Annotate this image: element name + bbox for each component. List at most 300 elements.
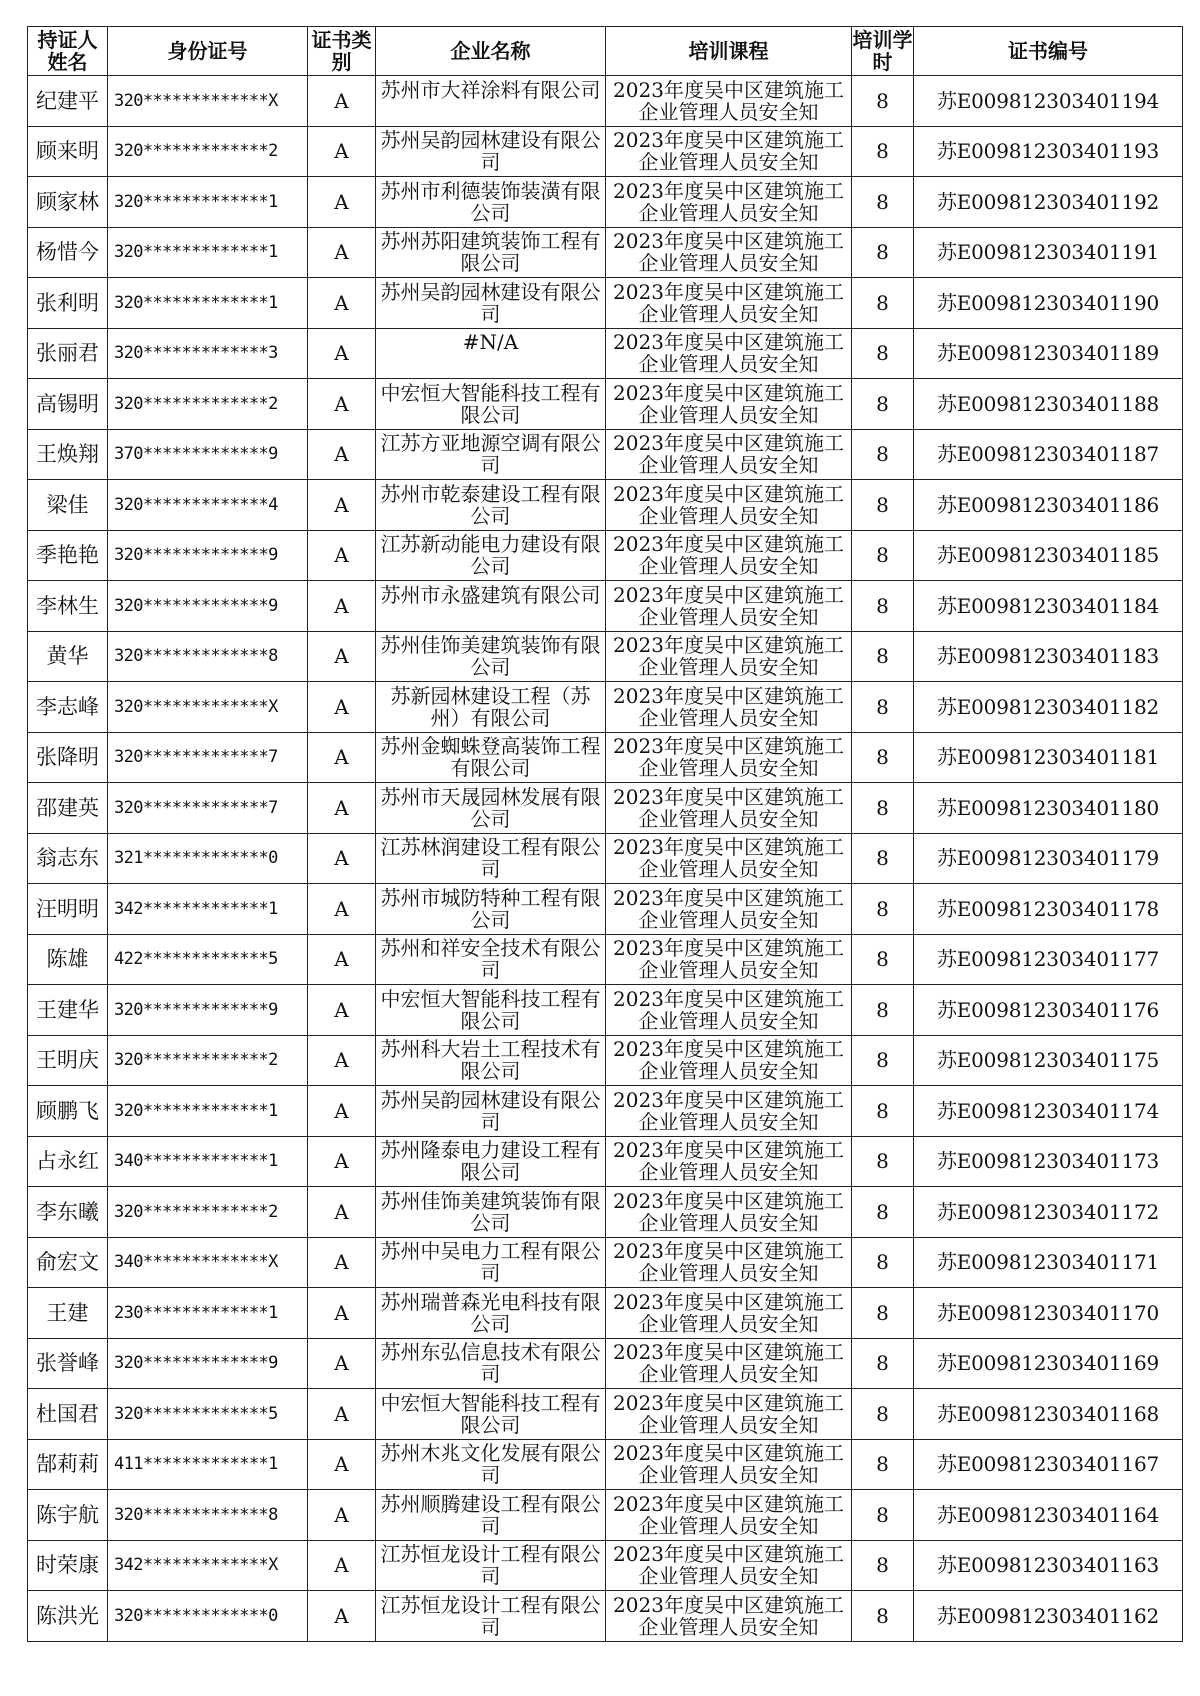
course-cell bbox=[606, 126, 852, 177]
company-name-cell-text: 中宏恒大智能科技工程有限公司 bbox=[380, 987, 601, 1032]
id-number-cell: 320*************0 bbox=[108, 1591, 308, 1642]
training-hours-cell: 8 bbox=[852, 1439, 914, 1490]
course-cell-text: 2023年度吴中区建筑施工企业管理人员安全知 bbox=[613, 735, 844, 780]
header-type: 证书类别 bbox=[308, 27, 376, 76]
certificate-type-cell: A bbox=[308, 126, 376, 177]
id-number-cell: 320*************1 bbox=[108, 177, 308, 228]
id-number-cell: 320*************3 bbox=[108, 328, 308, 379]
table-row bbox=[28, 1389, 1183, 1440]
training-hours-cell: 8 bbox=[852, 1288, 914, 1339]
training-hours-cell: 8 bbox=[852, 884, 914, 935]
course-cell bbox=[606, 934, 852, 985]
certificate-type-cell: A bbox=[308, 429, 376, 480]
company-name-cell bbox=[376, 1288, 606, 1339]
table-row bbox=[28, 985, 1183, 1036]
course-cell-text: 2023年度吴中区建筑施工企业管理人员安全知 bbox=[613, 482, 844, 527]
course-cell-text: 2023年度吴中区建筑施工企业管理人员安全知 bbox=[613, 533, 844, 578]
company-name-cell-text: 苏州苏阳建筑装饰工程有限公司 bbox=[380, 230, 601, 275]
certificate-type-cell: A bbox=[308, 379, 376, 430]
training-hours-cell: 8 bbox=[852, 581, 914, 632]
table-row bbox=[28, 1439, 1183, 1490]
certificate-number-cell: 苏E009812303401171 bbox=[914, 1237, 1183, 1288]
name-cell: 高锡明 bbox=[28, 379, 108, 430]
name-cell: 李林生 bbox=[28, 581, 108, 632]
company-name-cell-text: 江苏新动能电力建设有限公司 bbox=[380, 533, 601, 578]
training-hours-cell: 8 bbox=[852, 278, 914, 329]
company-name-cell-text: 中宏恒大智能科技工程有限公司 bbox=[380, 381, 601, 426]
certificate-number-cell: 苏E009812303401184 bbox=[914, 581, 1183, 632]
id-number-cell: 320*************1 bbox=[108, 278, 308, 329]
company-name-cell bbox=[376, 934, 606, 985]
certificate-type-cell: A bbox=[308, 1187, 376, 1238]
course-cell-text: 2023年度吴中区建筑施工企业管理人员安全知 bbox=[613, 886, 844, 931]
course-cell bbox=[606, 581, 852, 632]
certificate-number-cell: 苏E009812303401175 bbox=[914, 1035, 1183, 1086]
certificate-number-cell: 苏E009812303401173 bbox=[914, 1136, 1183, 1187]
course-cell bbox=[606, 732, 852, 783]
certificate-number-cell: 苏E009812303401170 bbox=[914, 1288, 1183, 1339]
course-cell bbox=[606, 884, 852, 935]
id-number-cell: 422*************5 bbox=[108, 934, 308, 985]
course-cell bbox=[606, 1237, 852, 1288]
course-cell-text: 2023年度吴中区建筑施工企业管理人员安全知 bbox=[613, 381, 844, 426]
certificate-number-cell: 苏E009812303401179 bbox=[914, 833, 1183, 884]
name-cell: 占永红 bbox=[28, 1136, 108, 1187]
company-name-cell-text: 苏州市乾泰建设工程有限公司 bbox=[380, 482, 601, 527]
name-cell: 张降明 bbox=[28, 732, 108, 783]
training-hours-cell: 8 bbox=[852, 480, 914, 531]
course-cell bbox=[606, 177, 852, 228]
name-cell: 李志峰 bbox=[28, 682, 108, 733]
certificate-type-cell: A bbox=[308, 480, 376, 531]
id-number-cell: 342*************1 bbox=[108, 884, 308, 935]
id-number-cell: 230*************1 bbox=[108, 1288, 308, 1339]
company-name-cell bbox=[376, 783, 606, 834]
course-cell-text: 2023年度吴中区建筑施工企业管理人员安全知 bbox=[613, 1088, 844, 1133]
certificate-type-cell: A bbox=[308, 1288, 376, 1339]
name-cell: 王明庆 bbox=[28, 1035, 108, 1086]
certificate-type-cell: A bbox=[308, 833, 376, 884]
id-number-cell: 320*************4 bbox=[108, 480, 308, 531]
table-row bbox=[28, 1035, 1183, 1086]
course-cell-text: 2023年度吴中区建筑施工企业管理人员安全知 bbox=[613, 1492, 844, 1537]
company-name-cell bbox=[376, 1439, 606, 1490]
certificate-type-cell: A bbox=[308, 76, 376, 127]
certificate-type-cell: A bbox=[308, 1086, 376, 1137]
course-cell-text: 2023年度吴中区建筑施工企业管理人员安全知 bbox=[613, 179, 844, 224]
table-row bbox=[28, 1086, 1183, 1137]
course-cell bbox=[606, 1591, 852, 1642]
table-body bbox=[28, 76, 1183, 1642]
course-cell-text: 2023年度吴中区建筑施工企业管理人员安全知 bbox=[613, 1240, 844, 1285]
table-row bbox=[28, 783, 1183, 834]
course-cell-text: 2023年度吴中区建筑施工企业管理人员安全知 bbox=[613, 1189, 844, 1234]
company-name-cell-text: 苏州金蜘蛛登高装饰工程有限公司 bbox=[380, 735, 601, 780]
company-name-cell-text: #N/A bbox=[462, 331, 519, 355]
name-cell: 陈雄 bbox=[28, 934, 108, 985]
table-row bbox=[28, 1338, 1183, 1389]
header-company: 企业名称 bbox=[376, 27, 606, 76]
course-cell-text: 2023年度吴中区建筑施工企业管理人员安全知 bbox=[613, 836, 844, 881]
name-cell: 王建华 bbox=[28, 985, 108, 1036]
header-name: 持证人姓名 bbox=[28, 27, 108, 76]
id-number-cell: 320*************2 bbox=[108, 1035, 308, 1086]
company-name-cell bbox=[376, 1540, 606, 1591]
certificate-number-cell: 苏E009812303401180 bbox=[914, 783, 1183, 834]
certificate-type-cell: A bbox=[308, 682, 376, 733]
certificate-type-cell: A bbox=[308, 783, 376, 834]
course-cell bbox=[606, 278, 852, 329]
certificate-type-cell: A bbox=[308, 631, 376, 682]
certificate-type-cell: A bbox=[308, 884, 376, 935]
company-name-cell bbox=[376, 1035, 606, 1086]
id-number-cell: 340*************1 bbox=[108, 1136, 308, 1187]
company-name-cell bbox=[376, 126, 606, 177]
header-hours: 培训学时 bbox=[852, 28, 913, 74]
training-hours-cell: 8 bbox=[852, 530, 914, 581]
course-cell bbox=[606, 631, 852, 682]
company-name-cell bbox=[376, 530, 606, 581]
id-number-cell: 320*************8 bbox=[108, 631, 308, 682]
course-cell-text: 2023年度吴中区建筑施工企业管理人员安全知 bbox=[613, 1543, 844, 1588]
company-name-cell bbox=[376, 379, 606, 430]
company-name-cell bbox=[376, 884, 606, 935]
course-cell-text: 2023年度吴中区建筑施工企业管理人员安全知 bbox=[613, 785, 844, 830]
company-name-cell-text: 苏州市大祥涂料有限公司 bbox=[380, 78, 601, 102]
company-name-cell bbox=[376, 177, 606, 228]
company-name-cell bbox=[376, 833, 606, 884]
name-cell: 陈洪光 bbox=[28, 1591, 108, 1642]
id-number-cell: 320*************7 bbox=[108, 783, 308, 834]
training-hours-cell: 8 bbox=[852, 1591, 914, 1642]
company-name-cell bbox=[376, 480, 606, 531]
certificate-type-cell: A bbox=[308, 1490, 376, 1541]
course-cell-text: 2023年度吴中区建筑施工企业管理人员安全知 bbox=[613, 1593, 844, 1638]
certificate-number-cell: 苏E009812303401176 bbox=[914, 985, 1183, 1036]
course-cell bbox=[606, 1389, 852, 1440]
certificate-type-cell: A bbox=[308, 732, 376, 783]
certificate-number-cell: 苏E009812303401183 bbox=[914, 631, 1183, 682]
training-hours-cell: 8 bbox=[852, 1540, 914, 1591]
company-name-cell-text: 苏州木兆文化发展有限公司 bbox=[380, 1442, 601, 1487]
certificate-type-cell: A bbox=[308, 581, 376, 632]
name-cell: 张誉峰 bbox=[28, 1338, 108, 1389]
company-name-cell-text: 苏州吴韵园林建设有限公司 bbox=[380, 1088, 601, 1133]
course-cell-text: 2023年度吴中区建筑施工企业管理人员安全知 bbox=[613, 987, 844, 1032]
id-number-cell: 320*************9 bbox=[108, 581, 308, 632]
table-row bbox=[28, 530, 1183, 581]
table-row bbox=[28, 1540, 1183, 1591]
table-row bbox=[28, 480, 1183, 531]
table-row bbox=[28, 631, 1183, 682]
course-cell bbox=[606, 1288, 852, 1339]
company-name-cell-text: 苏州顺腾建设工程有限公司 bbox=[380, 1492, 601, 1537]
training-hours-cell: 8 bbox=[852, 934, 914, 985]
company-name-cell bbox=[376, 76, 606, 127]
certificate-number-cell: 苏E009812303401168 bbox=[914, 1389, 1183, 1440]
course-cell bbox=[606, 76, 852, 127]
table-row bbox=[28, 379, 1183, 430]
table-row bbox=[28, 278, 1183, 329]
table-row bbox=[28, 682, 1183, 733]
company-name-cell-text: 江苏方亚地源空调有限公司 bbox=[380, 432, 601, 477]
name-cell: 顾家林 bbox=[28, 177, 108, 228]
company-name-cell bbox=[376, 1187, 606, 1238]
table-row bbox=[28, 328, 1183, 379]
header-course: 培训课程 bbox=[606, 27, 852, 76]
company-name-cell-text: 苏州中吴电力工程有限公司 bbox=[380, 1240, 601, 1285]
id-number-cell: 342*************X bbox=[108, 1540, 308, 1591]
training-hours-cell: 8 bbox=[852, 833, 914, 884]
course-cell bbox=[606, 985, 852, 1036]
company-name-cell-text: 苏州瑞普森光电科技有限公司 bbox=[380, 1290, 601, 1335]
certificate-type-cell: A bbox=[308, 985, 376, 1036]
company-name-cell-text: 中宏恒大智能科技工程有限公司 bbox=[380, 1391, 601, 1436]
company-name-cell bbox=[376, 227, 606, 278]
name-cell: 顾来明 bbox=[28, 126, 108, 177]
table-row bbox=[28, 732, 1183, 783]
company-name-cell bbox=[376, 1086, 606, 1137]
certificate-type-cell: A bbox=[308, 1591, 376, 1642]
name-cell: 汪明明 bbox=[28, 884, 108, 935]
company-name-cell bbox=[376, 732, 606, 783]
company-name-cell-text: 苏州市城防特种工程有限公司 bbox=[380, 886, 601, 931]
training-hours-cell: 8 bbox=[852, 985, 914, 1036]
company-name-cell-text: 苏州佳饰美建筑装饰有限公司 bbox=[380, 1189, 601, 1234]
company-name-cell-text: 苏州吴韵园林建设有限公司 bbox=[380, 280, 601, 325]
certificate-number-cell: 苏E009812303401186 bbox=[914, 480, 1183, 531]
course-cell bbox=[606, 480, 852, 531]
id-number-cell: 320*************5 bbox=[108, 1389, 308, 1440]
training-hours-cell: 8 bbox=[852, 1237, 914, 1288]
table-row bbox=[28, 126, 1183, 177]
course-cell bbox=[606, 379, 852, 430]
course-cell-text: 2023年度吴中区建筑施工企业管理人员安全知 bbox=[613, 1290, 844, 1335]
course-cell-text: 2023年度吴中区建筑施工企业管理人员安全知 bbox=[613, 634, 844, 679]
table-row bbox=[28, 227, 1183, 278]
name-cell: 邵建英 bbox=[28, 783, 108, 834]
course-cell bbox=[606, 1187, 852, 1238]
company-name-cell-text: 江苏恒龙设计工程有限公司 bbox=[380, 1593, 601, 1638]
certificate-type-cell: A bbox=[308, 1035, 376, 1086]
certificate-number-cell: 苏E009812303401178 bbox=[914, 884, 1183, 935]
table-row bbox=[28, 1591, 1183, 1642]
training-hours-cell: 8 bbox=[852, 126, 914, 177]
training-hours-cell: 8 bbox=[852, 1136, 914, 1187]
company-name-cell bbox=[376, 429, 606, 480]
training-hours-cell: 8 bbox=[852, 177, 914, 228]
company-name-cell bbox=[376, 1591, 606, 1642]
company-name-cell bbox=[376, 278, 606, 329]
company-name-cell-text: 江苏恒龙设计工程有限公司 bbox=[380, 1543, 601, 1588]
training-hours-cell: 8 bbox=[852, 682, 914, 733]
id-number-cell: 320*************7 bbox=[108, 732, 308, 783]
course-cell-text: 2023年度吴中区建筑施工企业管理人员安全知 bbox=[613, 129, 844, 174]
training-hours-cell: 8 bbox=[852, 1338, 914, 1389]
training-hours-cell: 8 bbox=[852, 328, 914, 379]
course-cell-text: 2023年度吴中区建筑施工企业管理人员安全知 bbox=[613, 1038, 844, 1083]
company-name-cell-text: 江苏林润建设工程有限公司 bbox=[380, 836, 601, 881]
id-number-cell: 321*************0 bbox=[108, 833, 308, 884]
table-row bbox=[28, 76, 1183, 127]
id-number-cell: 320*************2 bbox=[108, 1187, 308, 1238]
table-row bbox=[28, 884, 1183, 935]
name-cell: 杜国君 bbox=[28, 1389, 108, 1440]
course-cell-text: 2023年度吴中区建筑施工企业管理人员安全知 bbox=[613, 1391, 844, 1436]
name-cell: 顾鹏飞 bbox=[28, 1086, 108, 1137]
company-name-cell-text: 苏州隆泰电力建设工程有限公司 bbox=[380, 1139, 601, 1184]
name-cell: 李东曦 bbox=[28, 1187, 108, 1238]
company-name-cell bbox=[376, 1338, 606, 1389]
id-number-cell: 320*************X bbox=[108, 682, 308, 733]
certificate-number-cell: 苏E009812303401172 bbox=[914, 1187, 1183, 1238]
header-cert: 证书编号 bbox=[914, 27, 1183, 76]
name-cell: 黄华 bbox=[28, 631, 108, 682]
company-name-cell-text: 苏州佳饰美建筑装饰有限公司 bbox=[380, 634, 601, 679]
name-cell: 翁志东 bbox=[28, 833, 108, 884]
certificate-type-cell: A bbox=[308, 227, 376, 278]
course-cell bbox=[606, 1490, 852, 1541]
course-cell-text: 2023年度吴中区建筑施工企业管理人员安全知 bbox=[613, 78, 844, 123]
id-number-cell: 340*************X bbox=[108, 1237, 308, 1288]
certificate-type-cell: A bbox=[308, 1237, 376, 1288]
id-number-cell: 320*************1 bbox=[108, 1086, 308, 1137]
id-number-cell: 320*************1 bbox=[108, 227, 308, 278]
course-cell bbox=[606, 429, 852, 480]
course-cell-text: 2023年度吴中区建筑施工企业管理人员安全知 bbox=[613, 1442, 844, 1487]
course-cell bbox=[606, 328, 852, 379]
id-number-cell: 370*************9 bbox=[108, 429, 308, 480]
id-number-cell: 320*************9 bbox=[108, 530, 308, 581]
company-name-cell-text: 苏州科大岩土工程技术有限公司 bbox=[380, 1038, 601, 1083]
certificate-type-cell: A bbox=[308, 177, 376, 228]
course-cell bbox=[606, 833, 852, 884]
certificate-number-cell: 苏E009812303401194 bbox=[914, 76, 1183, 127]
certificate-number-cell: 苏E009812303401191 bbox=[914, 227, 1183, 278]
course-cell-text: 2023年度吴中区建筑施工企业管理人员安全知 bbox=[613, 937, 844, 982]
table-row bbox=[28, 177, 1183, 228]
course-cell bbox=[606, 1338, 852, 1389]
training-hours-cell: 8 bbox=[852, 1490, 914, 1541]
certificate-type-cell: A bbox=[308, 530, 376, 581]
header-row bbox=[28, 27, 1183, 76]
certificate-type-cell: A bbox=[308, 1540, 376, 1591]
table-row bbox=[28, 581, 1183, 632]
course-cell bbox=[606, 1136, 852, 1187]
name-cell: 俞宏文 bbox=[28, 1237, 108, 1288]
certificate-type-cell: A bbox=[308, 328, 376, 379]
id-number-cell: 320*************2 bbox=[108, 126, 308, 177]
training-hours-cell: 8 bbox=[852, 76, 914, 127]
certificate-number-cell: 苏E009812303401193 bbox=[914, 126, 1183, 177]
certificate-number-cell: 苏E009812303401174 bbox=[914, 1086, 1183, 1137]
company-name-cell-text: 苏州和祥安全技术有限公司 bbox=[380, 937, 601, 982]
id-number-cell: 320*************9 bbox=[108, 985, 308, 1036]
name-cell: 王焕翔 bbox=[28, 429, 108, 480]
training-hours-cell: 8 bbox=[852, 379, 914, 430]
course-cell bbox=[606, 1540, 852, 1591]
course-cell-text: 2023年度吴中区建筑施工企业管理人员安全知 bbox=[613, 583, 844, 628]
training-hours-cell: 8 bbox=[852, 429, 914, 480]
company-name-cell-text: 苏州东弘信息技术有限公司 bbox=[380, 1341, 601, 1386]
certificate-number-cell: 苏E009812303401177 bbox=[914, 934, 1183, 985]
name-cell: 王建 bbox=[28, 1288, 108, 1339]
company-name-cell bbox=[376, 581, 606, 632]
name-cell: 杨惜今 bbox=[28, 227, 108, 278]
table-row bbox=[28, 934, 1183, 985]
certificate-type-cell: A bbox=[308, 1136, 376, 1187]
certificate-number-cell: 苏E009812303401192 bbox=[914, 177, 1183, 228]
certificate-number-cell: 苏E009812303401185 bbox=[914, 530, 1183, 581]
training-hours-cell: 8 bbox=[852, 227, 914, 278]
certificate-type-cell: A bbox=[308, 1389, 376, 1440]
company-name-cell-text: 苏州市利德装饰装潢有限公司 bbox=[380, 179, 601, 224]
course-cell bbox=[606, 682, 852, 733]
course-cell bbox=[606, 227, 852, 278]
id-number-cell: 320*************8 bbox=[108, 1490, 308, 1541]
course-cell-text: 2023年度吴中区建筑施工企业管理人员安全知 bbox=[613, 432, 844, 477]
course-cell bbox=[606, 1086, 852, 1137]
certificate-type-cell: A bbox=[308, 934, 376, 985]
company-name-cell bbox=[376, 1136, 606, 1187]
training-hours-cell: 8 bbox=[852, 783, 914, 834]
company-name-cell bbox=[376, 682, 606, 733]
table-row bbox=[28, 1237, 1183, 1288]
course-cell-text: 2023年度吴中区建筑施工企业管理人员安全知 bbox=[613, 1341, 844, 1386]
id-number-cell: 320*************9 bbox=[108, 1338, 308, 1389]
name-cell: 张利明 bbox=[28, 278, 108, 329]
certificate-number-cell: 苏E009812303401169 bbox=[914, 1338, 1183, 1389]
certificate-number-cell: 苏E009812303401188 bbox=[914, 379, 1183, 430]
table-row bbox=[28, 833, 1183, 884]
table-row bbox=[28, 1490, 1183, 1541]
certificate-number-cell: 苏E009812303401163 bbox=[914, 1540, 1183, 1591]
header-id: 身份证号 bbox=[108, 27, 308, 76]
table-row bbox=[28, 429, 1183, 480]
certificate-number-cell: 苏E009812303401187 bbox=[914, 429, 1183, 480]
course-cell-text: 2023年度吴中区建筑施工企业管理人员安全知 bbox=[613, 280, 844, 325]
training-hours-cell: 8 bbox=[852, 732, 914, 783]
certificate-type-cell: A bbox=[308, 1439, 376, 1490]
course-cell-text: 2023年度吴中区建筑施工企业管理人员安全知 bbox=[613, 331, 844, 376]
training-hours-cell: 8 bbox=[852, 1086, 914, 1137]
course-cell bbox=[606, 783, 852, 834]
certificate-type-cell: A bbox=[308, 278, 376, 329]
id-number-cell: 320*************X bbox=[108, 76, 308, 127]
company-name-cell-text: 苏州吴韵园林建设有限公司 bbox=[380, 129, 601, 174]
name-cell: 季艳艳 bbox=[28, 530, 108, 581]
table-row bbox=[28, 1187, 1183, 1238]
company-name-cell-text: 苏新园林建设工程（苏州）有限公司 bbox=[390, 684, 591, 729]
name-cell: 张丽君 bbox=[28, 328, 108, 379]
training-hours-cell: 8 bbox=[852, 1187, 914, 1238]
name-cell: 郜莉莉 bbox=[28, 1439, 108, 1490]
name-cell: 时荣康 bbox=[28, 1540, 108, 1591]
name-cell: 纪建平 bbox=[28, 76, 108, 127]
name-cell: 梁佳 bbox=[28, 480, 108, 531]
course-cell-text: 2023年度吴中区建筑施工企业管理人员安全知 bbox=[613, 684, 844, 729]
course-cell bbox=[606, 1035, 852, 1086]
company-name-cell bbox=[376, 1237, 606, 1288]
company-name-cell-text: 苏州市天晟园林发展有限公司 bbox=[380, 785, 601, 830]
certificate-number-cell: 苏E009812303401164 bbox=[914, 1490, 1183, 1541]
company-name-cell bbox=[376, 328, 606, 379]
certificate-table bbox=[27, 26, 1183, 1642]
course-cell-text: 2023年度吴中区建筑施工企业管理人员安全知 bbox=[613, 230, 844, 275]
certificate-number-cell: 苏E009812303401167 bbox=[914, 1439, 1183, 1490]
course-cell-text: 2023年度吴中区建筑施工企业管理人员安全知 bbox=[613, 1139, 844, 1184]
certificate-number-cell: 苏E009812303401162 bbox=[914, 1591, 1183, 1642]
